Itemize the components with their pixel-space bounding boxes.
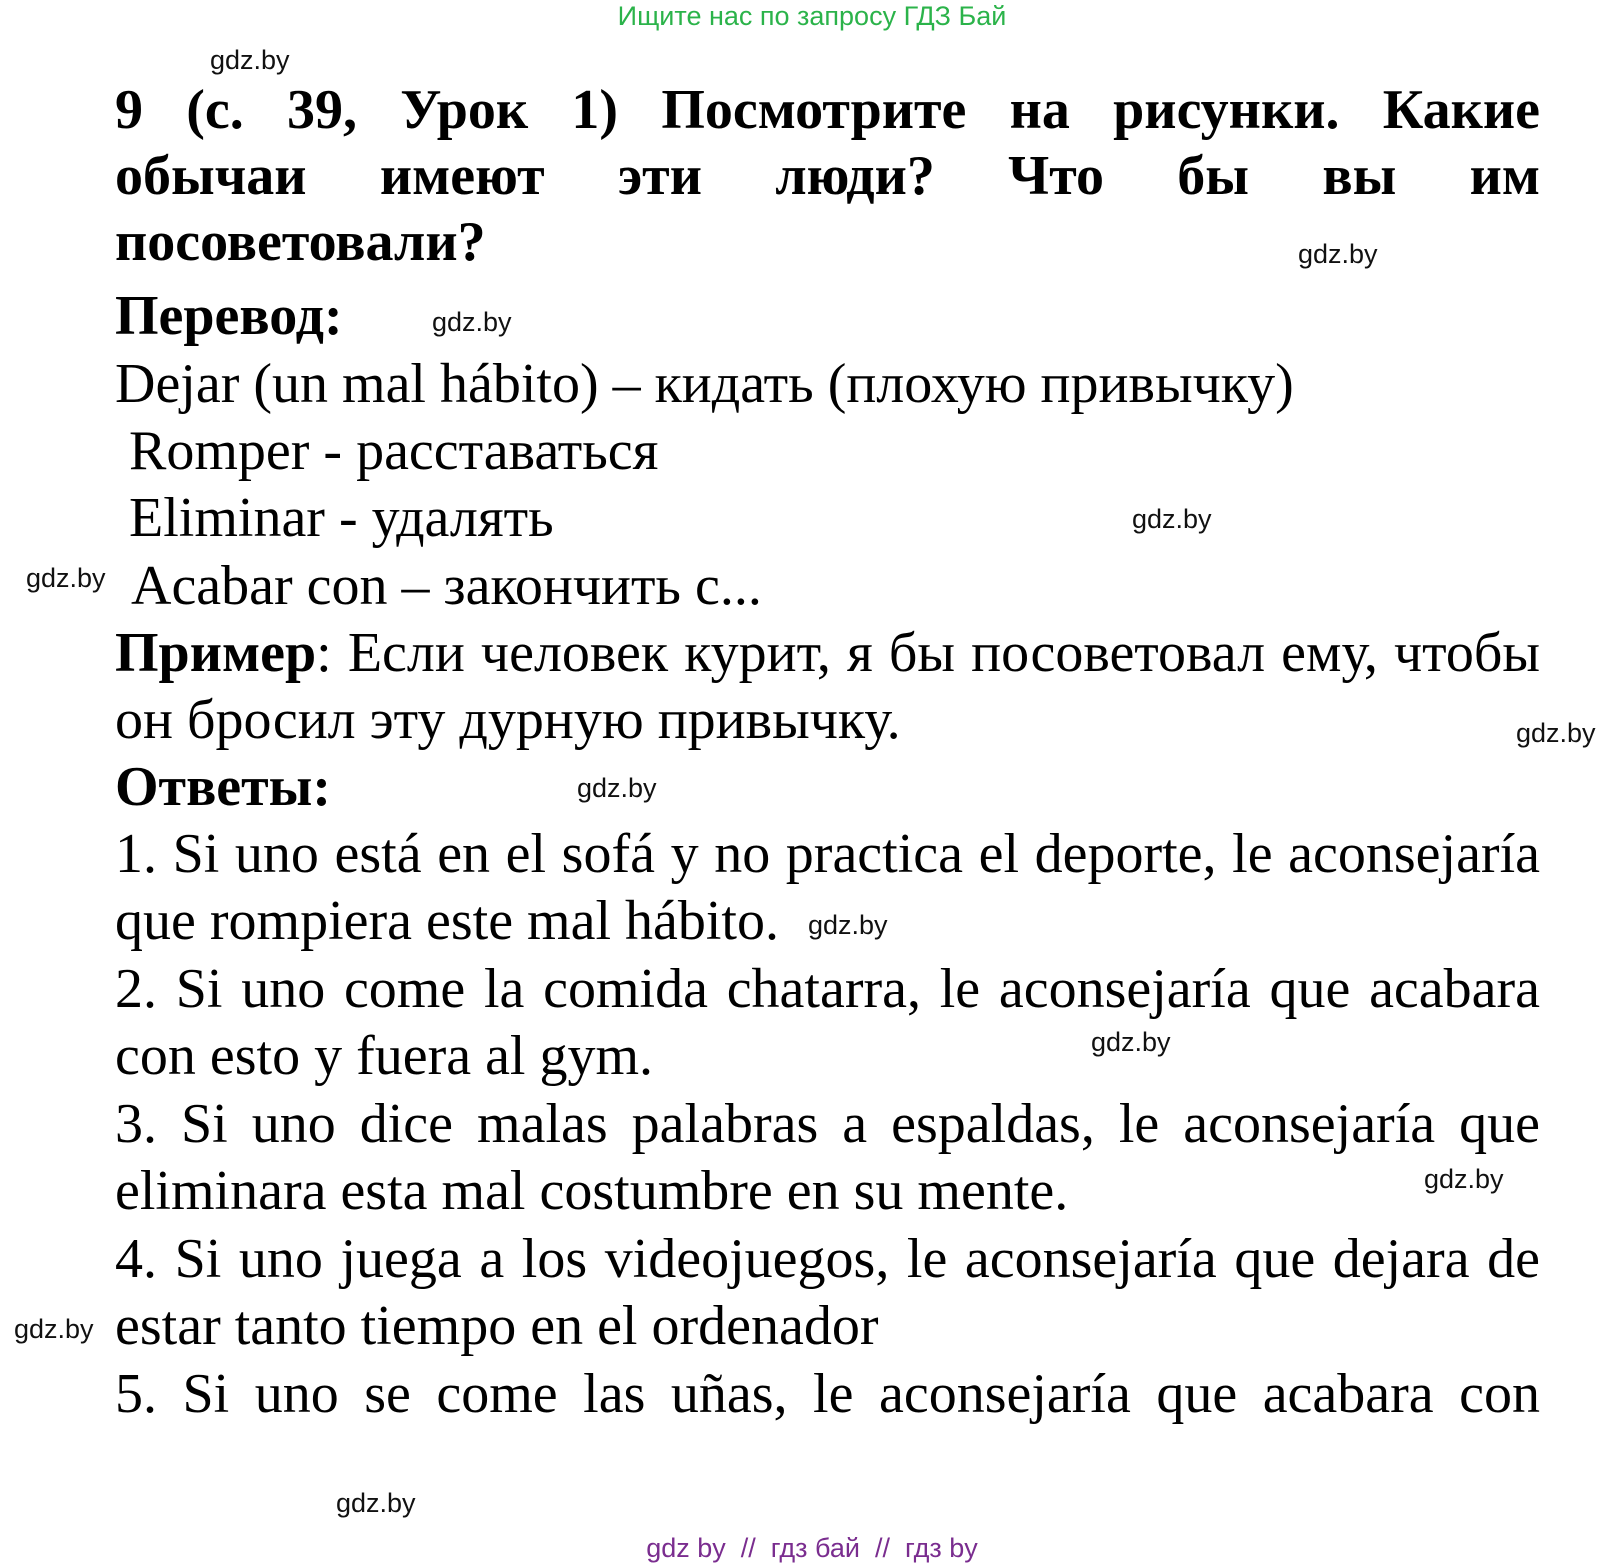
- watermark: gdz.by: [26, 563, 106, 593]
- watermark: gdz.by: [808, 910, 888, 940]
- answers-heading: Ответы:: [115, 756, 332, 818]
- translation-item: Romper - расставаться: [115, 420, 659, 482]
- watermark: gdz.by: [577, 773, 657, 803]
- watermark: gdz.by: [210, 45, 290, 75]
- watermark: gdz.by: [336, 1488, 416, 1518]
- watermark: gdz.by: [14, 1314, 94, 1344]
- watermark: gdz.by: [1091, 1027, 1171, 1057]
- answer-item: 1. Si uno está en el sofá y no practica el deporte, le aconsejaría que rompiera este mal hábito.: [115, 823, 1540, 952]
- watermark: gdz.by: [1298, 239, 1378, 269]
- translation-item: Dejar (un mal hábito) – кидать (плохую привычку): [115, 353, 1294, 415]
- answer-item: 4. Si uno juega a los videojuegos, le aconsejaría que dejara de estar tanto tiempo en el ordenador: [115, 1228, 1540, 1357]
- example-paragraph: [115, 620, 1540, 754]
- example-text: : Если человек курит, я бы посоветовал ему, чтобы он бросил эту дурную привычку.: [115, 622, 1540, 751]
- watermark: gdz.by: [1132, 504, 1212, 534]
- answer-item: 3. Si uno dice malas palabras a espaldas, le aconsejaría que eliminara esta mal costumbre en su mente.: [115, 1093, 1540, 1222]
- answer-item: 2. Si uno come la comida chatarra, le aconsejaría que acabara con esto y fuera al gym.: [115, 958, 1540, 1087]
- translation-item: Acabar con – закончить с...: [131, 555, 762, 617]
- task-title: 9 (с. 39, Урок 1) Посмотрите на рисунки. Какие обычаи имеют эти люди? Что бы вы им посоветовали?: [115, 79, 1540, 273]
- watermark: gdz.by: [1424, 1164, 1504, 1194]
- translation-item: Eliminar - удалять: [115, 487, 554, 549]
- watermark: gdz.by: [432, 307, 512, 337]
- watermark: gdz.by: [1516, 718, 1596, 748]
- answer-item: 5. Si uno se come las uñas, le aconsejaría que acabara con: [115, 1363, 1540, 1425]
- example-label: Пример: [115, 622, 317, 684]
- search-banner[interactable]: Ищите нас по запросу ГДЗ Бай: [617, 1, 1007, 31]
- translation-heading: Перевод:: [115, 285, 343, 347]
- footer-links[interactable]: gdz by // гдз бай // гдз by: [646, 1533, 978, 1563]
